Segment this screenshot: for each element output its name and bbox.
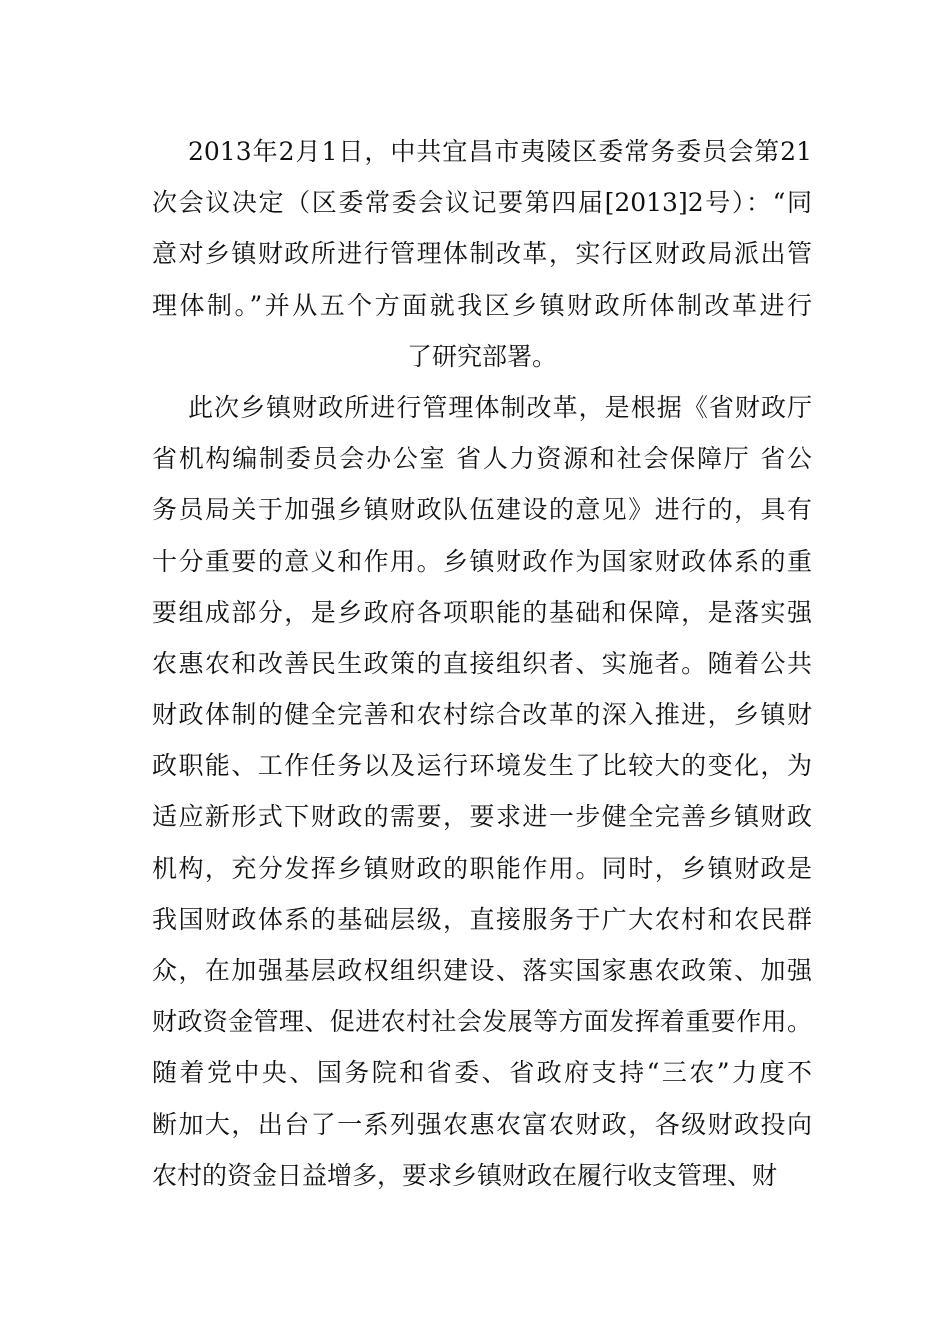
text-line: 理体制。”并从五个方面就我区乡镇财政所体制改革进行	[152, 290, 812, 320]
text-line: 适应新形式下财政的需要，要求进一步健全完善乡镇财政	[152, 802, 812, 832]
text-line: 意对乡镇财政所进行管理体制改革，实行区财政局派出管	[152, 239, 812, 269]
text-line: 此次乡镇财政所进行管理体制改革，是根据《省财政厅	[188, 392, 812, 422]
text-line: 政职能、工作任务以及运行环境发生了比较大的变化，为	[152, 751, 812, 781]
text-line: 十分重要的意义和作用。乡镇财政作为国家财政体系的重	[152, 546, 812, 576]
text-line: 机构，充分发挥乡镇财政的职能作用。同时，乡镇财政是	[152, 853, 812, 883]
paragraph-1	[152, 126, 812, 382]
document-body	[152, 126, 812, 1201]
text-line: 省机构编制委员会办公室 省人力资源和社会保障厅 省公	[152, 444, 812, 474]
text-line: 我国财政体系的基础层级，直接服务于广大农村和农民群	[152, 904, 812, 934]
text-line: 断加大，出台了一系列强农惠农富农财政，各级财政投向	[152, 1109, 812, 1139]
text-line: 了研究部署。	[406, 341, 557, 371]
text-line: 2013年2月1日，中共宜昌市夷陵区委常务委员会第21	[188, 137, 812, 166]
text-line: 农惠农和改善民生政策的直接组织者、实施者。随着公共	[152, 648, 812, 678]
text-line: 随着党中央、国务院和省委、省政府支持“三农”力度不	[152, 1058, 812, 1088]
text-line: 众，在加强基层政权组织建设、落实国家惠农政策、加强	[152, 956, 812, 985]
text-line: 财政资金管理、促进农村社会发展等方面发挥着重要作用。	[152, 1007, 812, 1037]
text-line: 农村的资金日益增多，要求乡镇财政在履行收支管理、财	[152, 1160, 778, 1190]
paragraph-2	[152, 382, 812, 1201]
text-line: 次会议决定（区委常委会议记要第四届[2013]2号）：“同	[152, 188, 812, 218]
text-line: 务员局关于加强乡镇财政队伍建设的意见》进行的，具有	[152, 495, 812, 525]
text-line: 要组成部分，是乡政府各项职能的基础和保障，是落实强	[152, 597, 812, 627]
text-line: 财政体制的健全完善和农村综合改革的深入推进，乡镇财	[152, 700, 812, 730]
